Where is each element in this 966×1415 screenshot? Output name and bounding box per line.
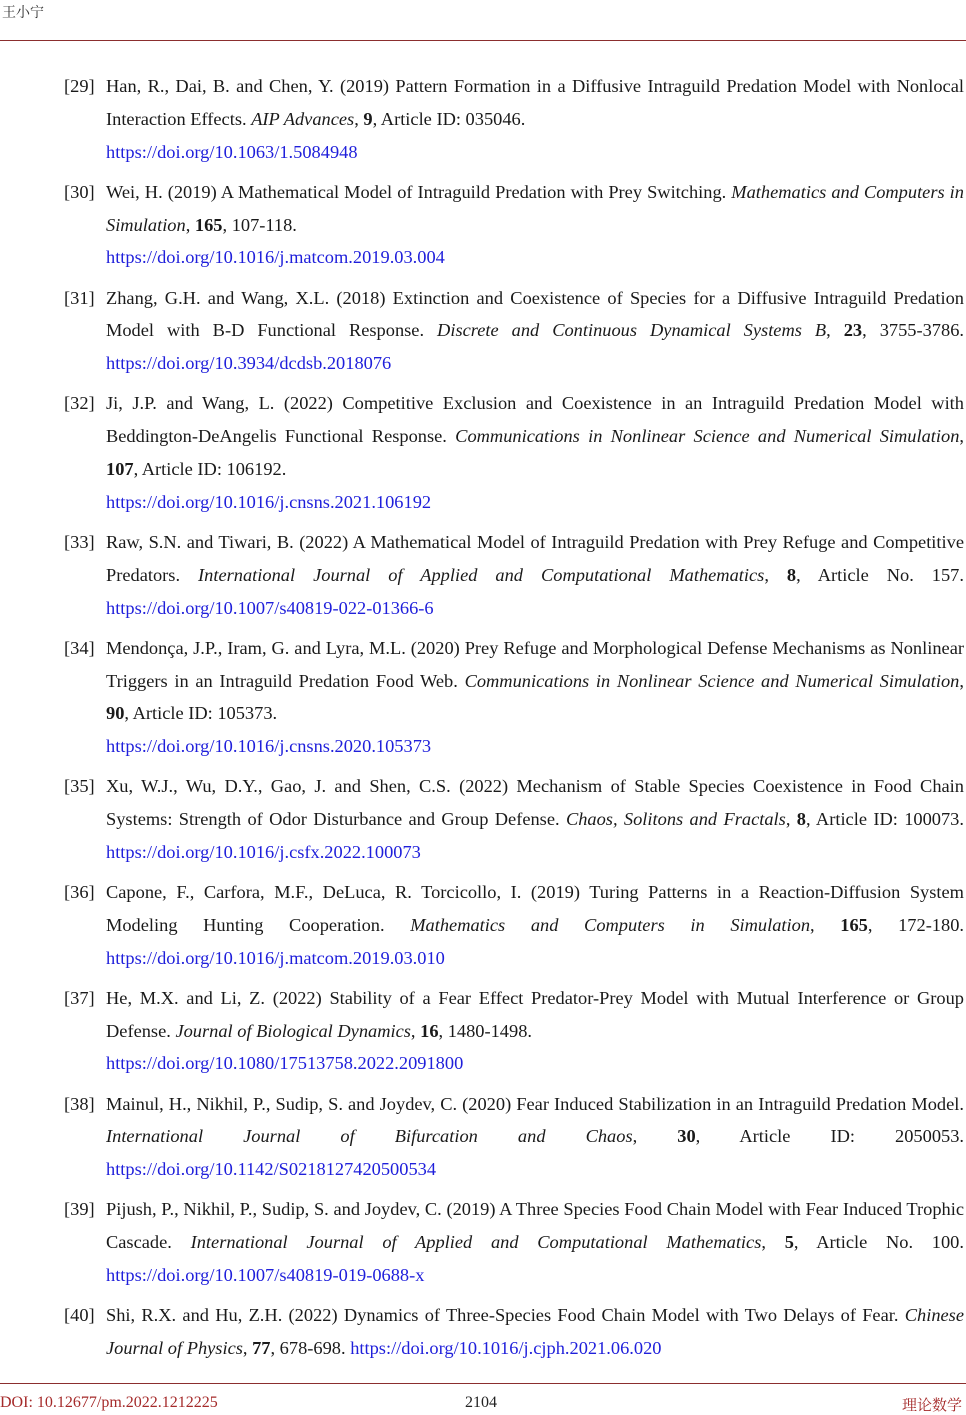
running-head-author: 王小宁: [2, 5, 44, 21]
page-footer: [0, 1383, 966, 1415]
reference-pages: , Article No. 100.: [793, 1232, 964, 1253]
reference-authors-title: Pijush, P., Nikhil, P., Sudip, S. and Joydev, C. (2019) A Three Species Food Chain Model with Fear Induced Trophic Cascade.: [106, 1199, 964, 1253]
reference-number: [30]: [64, 181, 95, 202]
reference-item: [38] Mainul, H., Nikhil, P., Sudip, S. and Joydev, C. (2020) Fear Induced Stabilization in an Intraguild Predation Model. International Journal of Bifurcation and Chaos, 30, Article ID: 2050053. https://doi.org/10.1142/S0218127420500534: [64, 1088, 964, 1186]
reference-journal: Discrete and Continuous Dynamical Systems B: [437, 320, 827, 341]
reference-item: [31] Zhang, G.H. and Wang, X.L. (2018) Extinction and Coexistence of Species for a Diffusive Intraguild Predation Model with B-D Functional Response. Discrete and Continuous Dynamical Systems B, 23, 3755-3786. https://doi.org/10.3934/dcdsb.2018076: [64, 282, 964, 380]
reference-item: [30] Wei, H. (2019) A Mathematical Model of Intraguild Predation with Prey Switching. Mathematics and Computers in Simulation, 165, 107-118. https://doi.org/10.1016/j.matcom.2019.03.004: [64, 176, 964, 274]
reference-pages: , 3755-3786.: [862, 320, 964, 341]
reference-journal: Chaos, Solitons and Fractals: [565, 809, 786, 830]
reference-doi-link[interactable]: https://doi.org/10.1063/1.5084948: [106, 141, 358, 162]
reference-authors-title: Zhang, G.H. and Wang, X.L. (2018) Extinction and Coexistence of Species for a Diffusive Intraguild Predation Model with B-D Functional Response.: [106, 287, 964, 341]
reference-item: [32] Ji, J.P. and Wang, L. (2022) Competitive Exclusion and Coexistence in an Intraguild Predation Model with Beddington-DeAngelis Functional Response. Communications in Nonlinear Science and Numerical Simulation, 107, Article ID: 106192. https://doi.org/10.1016/j.cnsns.2021.106192: [64, 387, 964, 518]
reference-volume: 77: [252, 1337, 271, 1358]
reference-authors-title: Raw, S.N. and Tiwari, B. (2022) A Mathematical Model of Intraguild Predation with Prey Refuge and Competitive Predators.: [106, 531, 964, 585]
reference-journal: International Journal of Applied and Computational Mathematics: [198, 564, 765, 585]
footer-doi: DOI: 10.12677/pm.2022.1212225: [0, 1394, 218, 1411]
reference-doi-link[interactable]: https://doi.org/10.1016/j.cnsns.2021.106192: [106, 491, 432, 512]
reference-item: [39] Pijush, P., Nikhil, P., Sudip, S. and Joydev, C. (2019) A Three Species Food Chain Model with Fear Induced Trophic Cascade. International Journal of Applied and Computational Mathematics, 5, Article No. 100. https://doi.org/10.1007/s40819-019-0688-x: [64, 1193, 964, 1291]
reference-pages: , Article ID: 2050053.: [695, 1126, 964, 1147]
reference-number: [34]: [64, 637, 95, 658]
reference-authors-title: Capone, F., Carfora, M.F., DeLuca, R. Torcicollo, I. (2019) Turing Patterns in a Reaction-Diffusion System Modeling Hunting Cooperation.: [106, 882, 964, 935]
reference-pages: , Article ID: 105373.: [124, 703, 278, 724]
reference-item: [33] Raw, S.N. and Tiwari, B. (2022) A Mathematical Model of Intraguild Predation with Prey Refuge and Competitive Predators. International Journal of Applied and Computational Mathematics, 8, Article No. 157. https://doi.org/10.1007/s40819-022-01366-6: [64, 526, 964, 624]
reference-doi-link[interactable]: https://doi.org/10.1016/j.csfx.2022.100073: [106, 841, 421, 862]
footer-journal-name: 理论数学: [901, 1396, 962, 1414]
reference-volume: 8: [786, 564, 797, 585]
reference-pages: , 1480-1498.: [438, 1020, 532, 1041]
reference-journal: Mathematics and Computers in Simulation: [106, 181, 964, 235]
reference-volume: 16: [420, 1020, 439, 1041]
reference-pages: , Article ID: 035046.: [372, 108, 526, 129]
reference-volume: 30: [677, 1126, 696, 1147]
reference-item: [36] Capone, F., Carfora, M.F., DeLuca, R. Torcicollo, I. (2019) Turing Patterns in a Reaction-Diffusion System Modeling Hunting Cooperation. Mathematics and Computers in Simulation, 165, 172-180. https://doi.org/10.1016/j.matcom.2019.03.010: [64, 876, 964, 974]
reference-volume: 90: [106, 703, 125, 724]
reference-doi-link[interactable]: https://doi.org/10.1007/s40819-019-0688-x: [106, 1265, 425, 1285]
reference-authors-title: Shi, R.X. and Hu, Z.H. (2022) Dynamics of Three-Species Food Chain Model with Two Delays of Fear.: [106, 1305, 899, 1326]
reference-authors-title: Mainul, H., Nikhil, P., Sudip, S. and Joydev, C. (2020) Fear Induced Stabilization in an Intraguild Predation Model.: [106, 1093, 964, 1114]
reference-doi-link[interactable]: https://doi.org/10.1142/S0218127420500534: [106, 1159, 437, 1180]
reference-authors-title: He, M.X. and Li, Z. (2022) Stability of a Fear Effect Predator-Prey Model with Mutual Interference or Group Defense.: [106, 987, 964, 1041]
reference-number: [32]: [64, 393, 95, 414]
reference-item: [29] Han, R., Dai, B. and Chen, Y. (2019) Pattern Formation in a Diffusive Intraguild Predation Model with Nonlocal Interaction Effects. AIP Advances, 9, Article ID: 035046. https://doi.org/10.1063/1.5084948: [64, 70, 964, 168]
reference-volume: 9: [363, 108, 373, 129]
reference-number: [29]: [64, 76, 95, 96]
reference-journal: International Journal of Applied and Computational Mathematics: [190, 1232, 762, 1253]
reference-pages: , 107-118.: [222, 214, 297, 235]
reference-authors-title: Ji, J.P. and Wang, L. (2022) Competitive Exclusion and Coexistence in an Intraguild Predation Model with Beddington-DeAngelis Functional Response.: [106, 393, 964, 447]
reference-number: [40]: [64, 1305, 95, 1326]
reference-doi-link[interactable]: https://doi.org/10.1007/s40819-022-01366-6: [106, 597, 434, 618]
reference-journal: Communications in Nonlinear Science and Numerical Simulation: [455, 426, 960, 447]
reference-number: [38]: [64, 1093, 95, 1114]
reference-pages: , Article No. 157.: [796, 564, 964, 585]
reference-authors-title: Han, R., Dai, B. and Chen, Y. (2019) Pattern Formation in a Diffusive Intraguild Predation Model with Nonlocal Interaction Effects.: [106, 76, 964, 129]
reference-journal: Chinese Journal of Physics: [106, 1305, 964, 1358]
reference-number: [37]: [64, 987, 95, 1008]
reference-item: [40] Shi, R.X. and Hu, Z.H. (2022) Dynamics of Three-Species Food Chain Model with Two Delays of Fear. Chinese Journal of Physics, 77, 678-698. https://doi.org/10.1016/j.cjph.2021.06.020: [64, 1299, 964, 1365]
reference-authors-title: Mendonça, J.P., Iram, G. and Lyra, M.L. (2020) Prey Refuge and Morphological Defense Mechanisms as Nonlinear Triggers in an Intraguild Predation Food Web.: [106, 637, 964, 691]
reference-item: [37] He, M.X. and Li, Z. (2022) Stability of a Fear Effect Predator-Prey Model with Mutual Interference or Group Defense. Journal of Biological Dynamics, 16, 1480-1498. https://doi.org/10.1080/17513758.2022.2091800: [64, 982, 964, 1080]
reference-number: [39]: [64, 1199, 95, 1220]
reference-number: [31]: [64, 287, 95, 308]
page-number: 2104: [465, 1394, 497, 1411]
reference-journal: International Journal of Bifurcation and Chaos: [106, 1126, 633, 1147]
reference-doi-link[interactable]: https://doi.org/10.1016/j.matcom.2019.03.004: [106, 247, 445, 268]
reference-volume: 165: [840, 914, 868, 935]
reference-doi-link[interactable]: https://doi.org/10.1016/j.cnsns.2020.105373: [106, 736, 432, 757]
reference-volume: 23: [843, 320, 863, 341]
reference-authors-title: Wei, H. (2019) A Mathematical Model of Intraguild Predation with Prey Switching.: [106, 181, 727, 202]
reference-doi-link[interactable]: https://doi.org/10.1016/j.cjph.2021.06.020: [350, 1337, 662, 1358]
reference-pages: , Article ID: 106192.: [133, 458, 287, 479]
reference-volume: 107: [106, 458, 134, 479]
reference-volume: 165: [194, 214, 223, 235]
reference-number: [35]: [64, 776, 95, 797]
reference-journal: Mathematics and Computers in Simulation: [410, 914, 811, 935]
reference-authors-title: Xu, W.J., Wu, D.Y., Gao, J. and Shen, C.S. (2022) Mechanism of Stable Species Coexistence in Food Chain Systems: Strength of Odor Disturbance and Group Defense.: [106, 776, 964, 830]
reference-pages: , 172-180.: [867, 914, 964, 935]
reference-doi-link[interactable]: https://doi.org/10.3934/dcdsb.2018076: [106, 353, 392, 374]
reference-number: [36]: [64, 882, 95, 903]
page-header: [0, 0, 966, 41]
reference-journal: Communications in Nonlinear Science and Numerical Simulation: [464, 670, 960, 691]
reference-journal: Journal of Biological Dynamics: [175, 1020, 411, 1041]
reference-list: [64, 70, 964, 1372]
reference-volume: 5: [784, 1232, 794, 1253]
reference-item: [35] Xu, W.J., Wu, D.Y., Gao, J. and Shen, C.S. (2022) Mechanism of Stable Species Coexistence in Food Chain Systems: Strength of Odor Disturbance and Group Defense. Chaos, Solitons and Fractals, 8, Article ID: 100073. https://doi.org/10.1016/j.csfx.2022.100073: [64, 770, 964, 868]
reference-doi-link[interactable]: https://doi.org/10.1080/17513758.2022.2091800: [106, 1053, 464, 1074]
reference-number: [33]: [64, 531, 95, 552]
reference-pages: , Article ID: 100073.: [805, 809, 964, 830]
reference-volume: 8: [796, 809, 806, 830]
reference-item: [34] Mendonça, J.P., Iram, G. and Lyra, M.L. (2020) Prey Refuge and Morphological Defense Mechanisms as Nonlinear Triggers in an Intraguild Predation Food Web. Communications in Nonlinear Science and Numerical Simulation, 90, Article ID: 105373. https://doi.org/10.1016/j.cnsns.2020.105373: [64, 632, 964, 763]
reference-doi-link[interactable]: https://doi.org/10.1016/j.matcom.2019.03.010: [106, 947, 445, 968]
reference-journal: AIP Advances: [251, 108, 355, 129]
reference-pages: , 678-698.: [270, 1337, 346, 1358]
